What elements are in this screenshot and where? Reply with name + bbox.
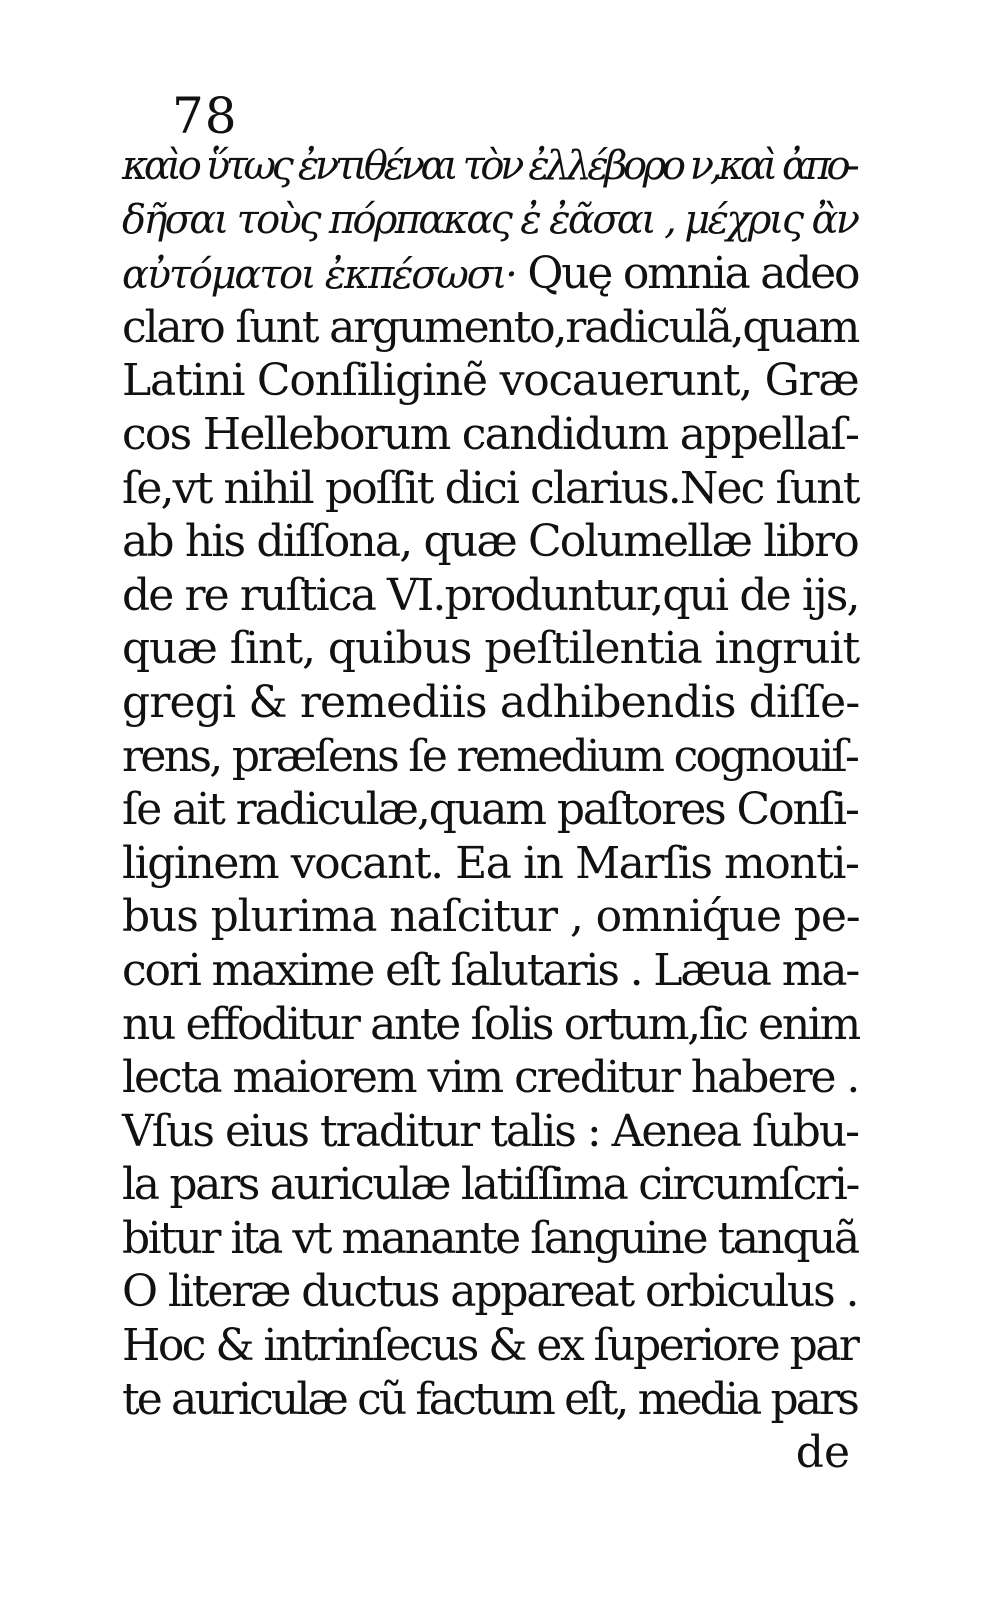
body-text	[122, 140, 860, 1480]
text-line: δῆσαι τοὺς πόρπακας ἐ ἐᾶσαι , μέχρις ἂν	[122, 196, 858, 243]
text-line	[122, 247, 860, 301]
text-line: Latini Conſiliginẽ vocauerunt, Græ	[122, 355, 859, 407]
page-number: 78	[172, 87, 238, 145]
text-line: cori maxime eſt ſalutaris . Læua ma-	[122, 944, 859, 996]
text-line: claro ſunt argumento,radiculã,quam	[122, 301, 859, 353]
text-line: bus plurima naſcitur , omniq́ue pe-	[122, 891, 860, 943]
text-line: καὶο ὕτως ἐντιθέναι τὸν ἐλλέβορο ν,καὶ ἀπο-	[122, 143, 856, 189]
text-line: de re ruſtica VI.produntur,qui de ijs,	[122, 569, 859, 621]
text-line: quæ ſint, quibus peſtilentia ingruit	[122, 623, 860, 675]
text-line: liginem vocant. Ea in Marſis monti-	[122, 837, 859, 889]
text-line: ſe ait radiculæ,quam paſtores Conſi-	[122, 784, 858, 836]
text-line: gregi & remediis adhibendis diſſe-	[122, 676, 860, 728]
catchword: de	[795, 1427, 850, 1479]
text-line: cos Helleborum candidum appellaſ-	[122, 408, 859, 460]
text-line: bitur ita vt manante ſanguine tanquã	[122, 1212, 858, 1264]
text-line: nu effoditur ante ſolis ortum,ſic enim	[122, 998, 859, 1050]
greek-phrase: αὐτόματοι ἐκπέσωσι·	[122, 252, 516, 299]
text-line: Hoc & intrinſecus & ex ſuperiore par	[122, 1320, 858, 1372]
text-line: Vſus eius traditur talis : Aenea ſubu-	[122, 1105, 859, 1157]
text-line: lecta maiorem vim creditur habere .	[122, 1052, 859, 1104]
text-line: ab his diſſona, quæ Columellæ libro	[122, 516, 858, 568]
text-line: la pars auriculæ latiſſima circumſcri-	[122, 1159, 859, 1211]
text-line: te auriculæ cũ factum eſt, media pars	[122, 1373, 857, 1425]
latin-phrase: Quę omnia adeo	[527, 248, 859, 300]
text-line: ſe,vt nihil poſſit dici clarius.Nec ſunt	[122, 462, 859, 514]
text-line: rens, præſens ſe remedium cognouiſ-	[122, 730, 858, 782]
text-line: O literæ ductus appareat orbiculus .	[122, 1266, 858, 1318]
